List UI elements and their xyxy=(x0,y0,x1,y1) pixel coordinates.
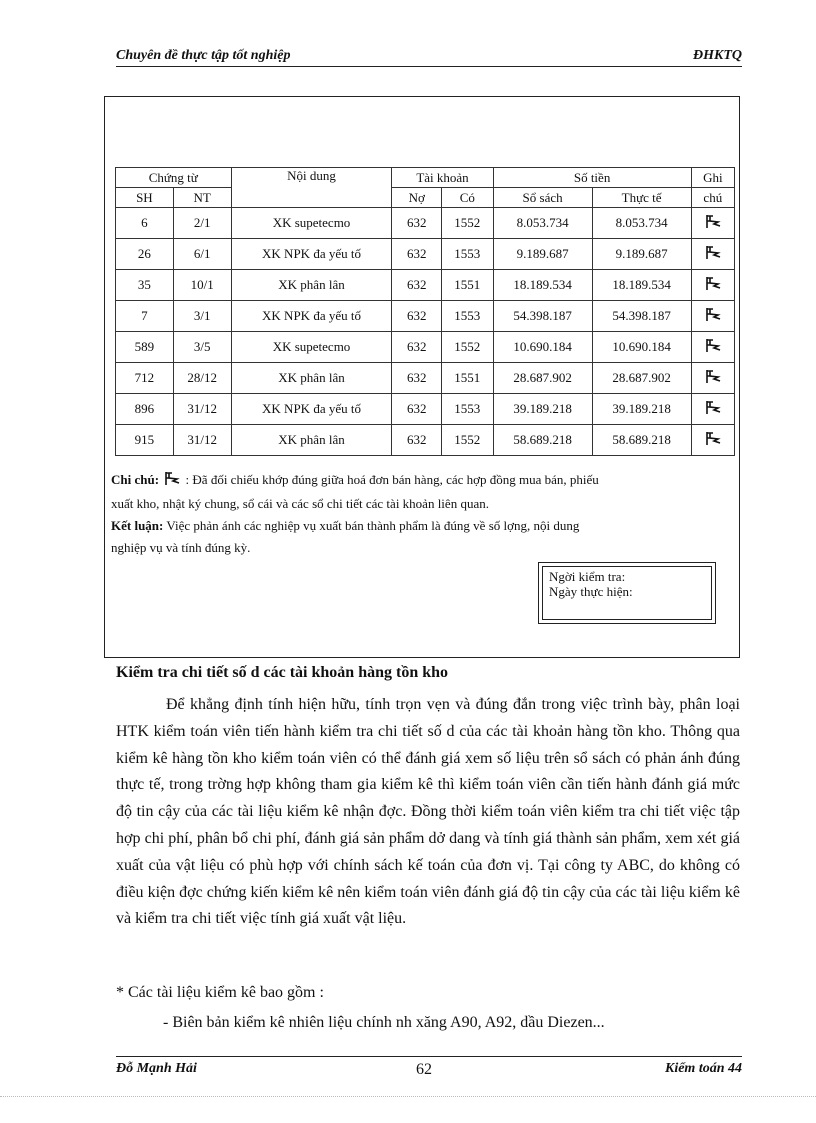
check-flag-icon xyxy=(703,337,723,357)
col-header-chu: chú xyxy=(691,188,734,208)
cell-noi-dung: XK NPK đa yếu tố xyxy=(231,239,392,270)
signature-box xyxy=(538,562,716,624)
cell-ghi-chu xyxy=(691,394,734,425)
cell-no: 632 xyxy=(392,425,442,456)
table-row xyxy=(116,270,735,301)
cell-thuc-te: 58.689.218 xyxy=(592,425,691,456)
check-flag-icon xyxy=(703,306,723,326)
check-flag-icon xyxy=(703,430,723,450)
cell-sh: 896 xyxy=(116,394,174,425)
page-break-line xyxy=(0,1096,816,1097)
cell-no: 632 xyxy=(392,301,442,332)
cell-thuc-te: 28.687.902 xyxy=(592,363,691,394)
page-header xyxy=(116,48,742,67)
col-header-sh: SH xyxy=(116,188,174,208)
cell-thuc-te: 18.189.534 xyxy=(592,270,691,301)
header-left-title: Chuyên đề thực tập tốt nghiệp xyxy=(116,48,291,63)
cell-nt: 2/1 xyxy=(173,208,231,239)
cell-noi-dung: XK NPK đa yếu tố xyxy=(231,394,392,425)
cell-sh: 26 xyxy=(116,239,174,270)
page-number: 62 xyxy=(416,1061,432,1078)
table-row xyxy=(116,301,735,332)
audit-worksheet-frame xyxy=(104,96,740,658)
cell-ghi-chu xyxy=(691,208,734,239)
cell-noi-dung: XK phân lân xyxy=(231,270,392,301)
cell-so-sach: 10.690.184 xyxy=(493,332,592,363)
cell-sh: 6 xyxy=(116,208,174,239)
col-header-ghi: Ghi xyxy=(691,168,734,188)
ket-luan-note xyxy=(111,515,731,559)
cell-ghi-chu xyxy=(691,332,734,363)
cell-noi-dung: XK phân lân xyxy=(231,363,392,394)
cell-so-sach: 54.398.187 xyxy=(493,301,592,332)
cell-ghi-chu xyxy=(691,363,734,394)
ledger-table xyxy=(115,167,735,456)
cell-no: 632 xyxy=(392,239,442,270)
chi-chu-text-2: xuất kho, nhật ký chung, sổ cái và các sổ chi tiết các tài khoản liên quan. xyxy=(111,495,489,511)
cell-so-sach: 28.687.902 xyxy=(493,363,592,394)
cell-ghi-chu xyxy=(691,425,734,456)
check-flag-icon xyxy=(703,213,723,233)
cell-no: 632 xyxy=(392,270,442,301)
cell-co: 1553 xyxy=(441,239,493,270)
cell-co: 1553 xyxy=(441,301,493,332)
cell-co: 1552 xyxy=(441,425,493,456)
cell-so-sach: 9.189.687 xyxy=(493,239,592,270)
cell-nt: 31/12 xyxy=(173,425,231,456)
col-header-co: Có xyxy=(441,188,493,208)
footer-class: Kiểm toán 44 xyxy=(664,1061,742,1076)
check-flag-icon xyxy=(162,470,182,493)
reviewer-label: Ngời kiểm tra: xyxy=(549,569,626,584)
table-row xyxy=(116,363,735,394)
cell-sh: 712 xyxy=(116,363,174,394)
col-header-nt: NT xyxy=(173,188,231,208)
cell-noi-dung: XK supetecmo xyxy=(231,208,392,239)
cell-co: 1551 xyxy=(441,363,493,394)
cell-thuc-te: 10.690.184 xyxy=(592,332,691,363)
header-right-title: ĐHKTQ xyxy=(693,48,742,63)
table-row xyxy=(116,425,735,456)
cell-ghi-chu xyxy=(691,239,734,270)
cell-so-sach: 39.189.218 xyxy=(493,394,592,425)
ledger-body xyxy=(116,208,735,456)
cell-sh: 35 xyxy=(116,270,174,301)
ket-luan-text-2: nghiệp vụ và tính đúng kỳ. xyxy=(111,540,251,555)
footer-author: Đỗ Mạnh Hải xyxy=(116,1061,197,1076)
cell-sh: 915 xyxy=(116,425,174,456)
cell-noi-dung: XK phân lân xyxy=(231,425,392,456)
check-flag-icon xyxy=(703,368,723,388)
col-header-no: Nợ xyxy=(392,188,442,208)
sub-bullet-item: - Biên bản kiểm kê nhiên liệu chính nh xăng A90, A92, dầu Diezen... xyxy=(163,1014,605,1031)
cell-ghi-chu xyxy=(691,270,734,301)
section-title: Kiểm tra chi tiết số d các tài khoản hàng tồn kho xyxy=(116,664,449,681)
cell-no: 632 xyxy=(392,363,442,394)
col-header-noi-dung: Nội dung xyxy=(231,168,392,208)
bullet-heading: * Các tài liệu kiểm kê bao gồm : xyxy=(116,984,324,1001)
cell-no: 632 xyxy=(392,394,442,425)
page-footer xyxy=(116,1056,742,1077)
cell-co: 1552 xyxy=(441,332,493,363)
cell-sh: 589 xyxy=(116,332,174,363)
check-flag-icon xyxy=(703,275,723,295)
table-row xyxy=(116,208,735,239)
cell-nt: 3/1 xyxy=(173,301,231,332)
ket-luan-label: Kết luận: xyxy=(111,518,164,533)
cell-noi-dung: XK supetecmo xyxy=(231,332,392,363)
chi-chu-note xyxy=(111,469,731,515)
date-label: Ngày thực hiện: xyxy=(549,584,633,599)
check-flag-icon xyxy=(703,399,723,419)
cell-noi-dung: XK NPK đa yếu tố xyxy=(231,301,392,332)
cell-nt: 6/1 xyxy=(173,239,231,270)
table-row xyxy=(116,332,735,363)
chi-chu-text: : Đã đối chiếu khớp đúng giữa hoá đơn bán hàng, các hợp đồng mua bán, phiếu xyxy=(185,472,599,487)
cell-thuc-te: 39.189.218 xyxy=(592,394,691,425)
col-header-chung-tu: Chứng từ xyxy=(116,168,232,188)
paragraph-text: Để khẳng định tính hiện hữu, tính trọn vẹn và đúng đắn trong việc trình bày, phân loại HTK kiểm toán viên tiến hành kiểm tra chi tiết số d của các tài khoản hàng tồn kho. Thông qua kiểm kê hàng tồn kho kiểm toán viên có thể đánh giá xem số liệu trên sổ sách có phản ánh đúng thực tế, trong trờng hợp không tham gia kiểm kê thì kiểm toán viên cần tiến hành đánh giá mức độ tin cậy của các tài liệu kiểm kê nhận đợc. Đồng thời kiểm toán viên kiểm tra chi tiết việc tập hợp chi phí, phân bổ chi phí, đánh giá sản phẩm dở dang và tính giá thành sản phẩm, xem xét giá xuất của vật liệu có phù hợp với chính sách kế toán của đơn vị. Tại công ty ABC, do không có điều kiện đợc chứng kiến kiểm kê nên kiểm toán viên đánh giá độ tin cậy của các tài liệu kiểm kê và kiểm tra chi tiết việc tính giá xuất vật liệu. xyxy=(116,696,740,928)
body-paragraph xyxy=(116,692,740,933)
cell-nt: 3/5 xyxy=(173,332,231,363)
col-header-so-sach: Sổ sách xyxy=(493,188,592,208)
cell-sh: 7 xyxy=(116,301,174,332)
table-row xyxy=(116,239,735,270)
cell-so-sach: 58.689.218 xyxy=(493,425,592,456)
table-row xyxy=(116,394,735,425)
cell-nt: 28/12 xyxy=(173,363,231,394)
cell-thuc-te: 8.053.734 xyxy=(592,208,691,239)
ket-luan-text: Việc phản ánh các nghiệp vụ xuất bán thành phẩm là đúng về số lợng, nội dung xyxy=(166,518,580,533)
cell-thuc-te: 54.398.187 xyxy=(592,301,691,332)
cell-nt: 10/1 xyxy=(173,270,231,301)
cell-ghi-chu xyxy=(691,301,734,332)
cell-no: 632 xyxy=(392,332,442,363)
cell-nt: 31/12 xyxy=(173,394,231,425)
cell-no: 632 xyxy=(392,208,442,239)
cell-so-sach: 18.189.534 xyxy=(493,270,592,301)
col-header-tai-khoan: Tài khoản xyxy=(392,168,493,188)
table-header-row-1 xyxy=(116,168,735,188)
cell-thuc-te: 9.189.687 xyxy=(592,239,691,270)
cell-co: 1551 xyxy=(441,270,493,301)
col-header-so-tien: Số tiền xyxy=(493,168,691,188)
cell-co: 1552 xyxy=(441,208,493,239)
col-header-thuc-te: Thực tế xyxy=(592,188,691,208)
check-flag-icon xyxy=(703,244,723,264)
cell-co: 1553 xyxy=(441,394,493,425)
table-header-row-2 xyxy=(116,188,735,208)
cell-so-sach: 8.053.734 xyxy=(493,208,592,239)
chi-chu-label: Chi chú: xyxy=(111,472,160,487)
